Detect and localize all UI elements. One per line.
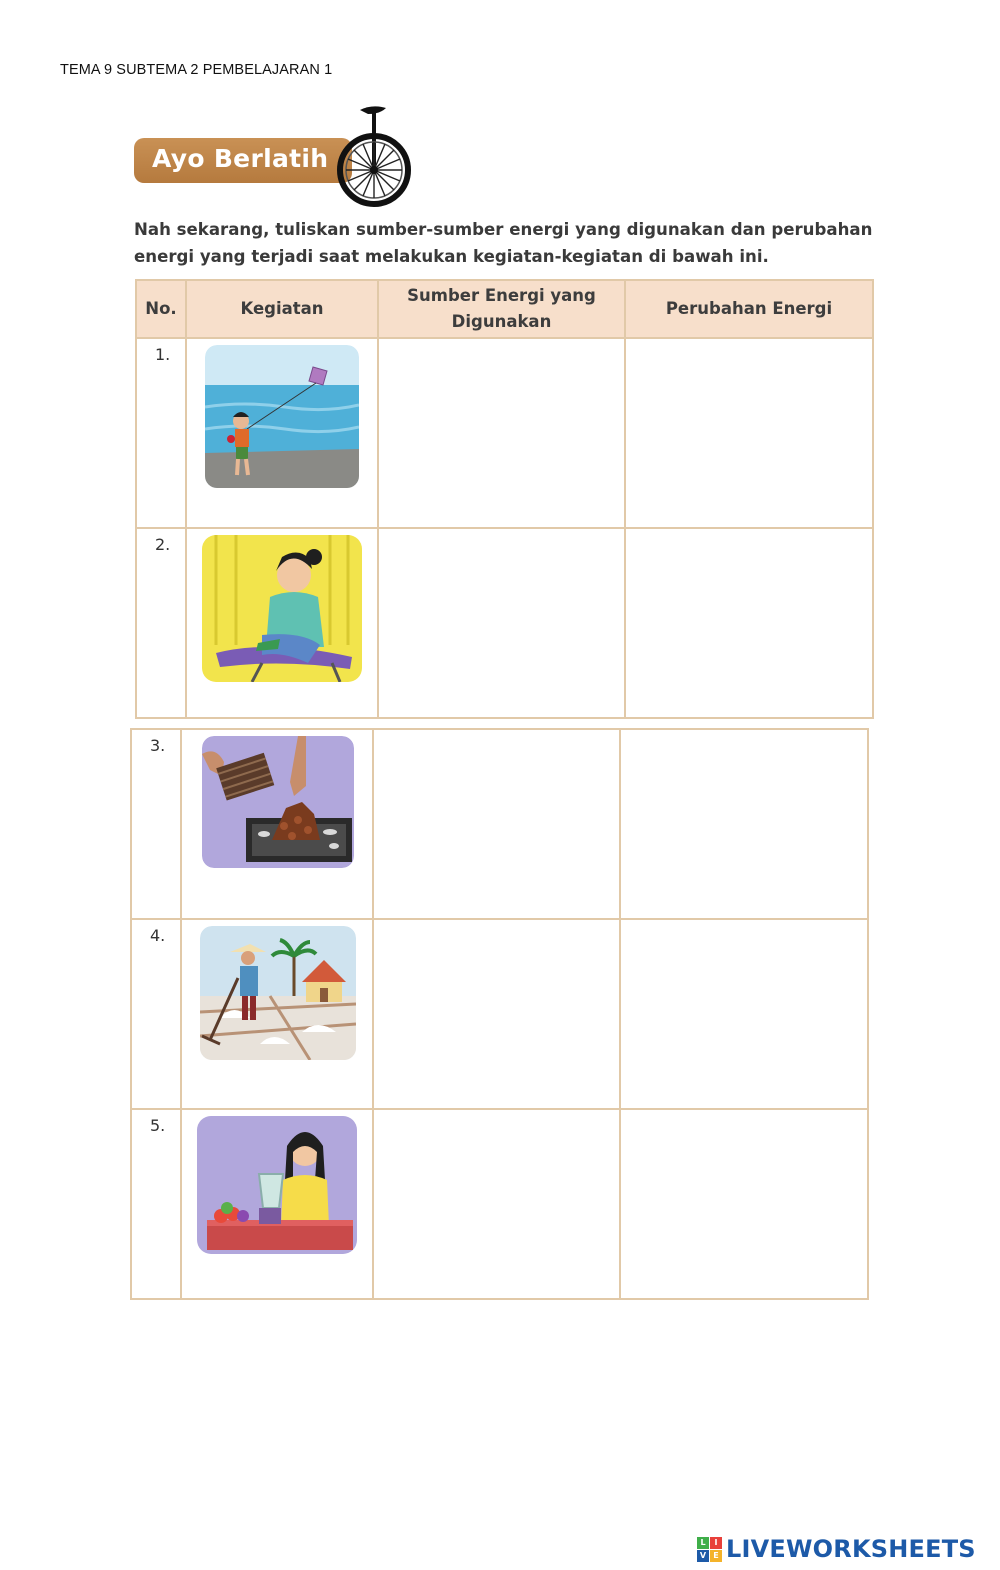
logo-letter: I <box>710 1537 722 1549</box>
row-number: 4. <box>131 919 181 1109</box>
header-sumber-energi <box>378 280 625 338</box>
header-sumber-line-1: Sumber Energi yang <box>407 286 596 305</box>
activity-cell <box>181 1109 373 1299</box>
row-number: 5. <box>131 1109 181 1299</box>
instruction-line-1: Nah sekarang, tuliskan sumber-sumber energi yang digunakan dan perubahan <box>134 220 873 239</box>
instruction-text <box>134 216 879 270</box>
activity-cell <box>186 528 378 718</box>
banner-title: Ayo Berlatih <box>152 144 329 173</box>
header-sumber-line-2: Digunakan <box>451 312 552 331</box>
liveworksheets-logo[interactable] <box>697 1534 976 1564</box>
logo-letter: E <box>710 1550 722 1562</box>
answer-cell-sumber-energi[interactable] <box>378 528 625 718</box>
row-number: 1. <box>136 338 186 528</box>
header-kegiatan: Kegiatan <box>186 280 378 338</box>
table-header-row <box>136 280 873 338</box>
header-perubahan-energi: Perubahan Energi <box>625 280 873 338</box>
ayo-berlatih-banner <box>134 138 352 183</box>
logo-letter: V <box>697 1550 709 1562</box>
activity-cell <box>181 919 373 1109</box>
woman-using-blender-image <box>197 1116 357 1254</box>
answer-cell-perubahan-energi[interactable] <box>625 528 873 718</box>
worksheet-table-part-2 <box>130 728 869 1300</box>
boy-flying-kite-image <box>205 345 359 488</box>
answer-cell-sumber-energi[interactable] <box>373 1109 620 1299</box>
logo-letter: L <box>697 1537 709 1549</box>
farmer-raking-salt-image <box>200 926 356 1060</box>
row-number: 2. <box>136 528 186 718</box>
answer-cell-perubahan-energi[interactable] <box>620 729 868 919</box>
answer-cell-perubahan-energi[interactable] <box>620 919 868 1109</box>
activity-cell <box>186 338 378 528</box>
answer-cell-perubahan-energi[interactable] <box>620 1109 868 1299</box>
answer-cell-sumber-energi[interactable] <box>378 338 625 528</box>
table-row <box>136 528 873 718</box>
answer-cell-sumber-energi[interactable] <box>373 729 620 919</box>
header-no: No. <box>136 280 186 338</box>
table-row <box>136 338 873 528</box>
worksheet-topic-line: TEMA 9 SUBTEMA 2 PEMBELAJARAN 1 <box>60 62 333 78</box>
hands-fanning-grill-image <box>202 736 354 868</box>
answer-cell-perubahan-energi[interactable] <box>625 338 873 528</box>
instruction-line-2: energi yang terjadi saat melakukan kegiatan-kegiatan di bawah ini. <box>134 247 769 266</box>
logo-text: LIVEWORKSHEETS <box>726 1535 976 1563</box>
row-number: 3. <box>131 729 181 919</box>
activity-cell <box>181 729 373 919</box>
table-row <box>131 919 868 1109</box>
woman-ironing-image <box>202 535 362 682</box>
table-row <box>131 729 868 919</box>
unicycle-icon <box>328 100 418 210</box>
logo-letter-grid <box>697 1537 722 1562</box>
table-row <box>131 1109 868 1299</box>
worksheet-table-part-1 <box>135 279 874 719</box>
answer-cell-sumber-energi[interactable] <box>373 919 620 1109</box>
